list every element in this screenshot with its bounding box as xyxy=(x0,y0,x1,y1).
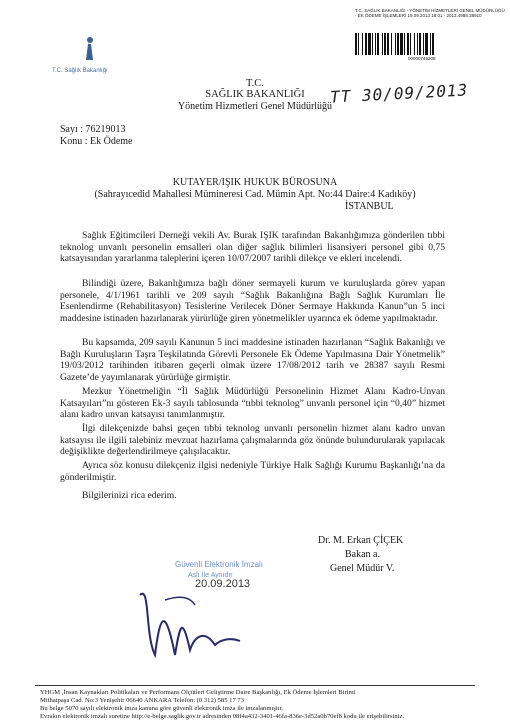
stamp-line-1: Güvenli Elektronik İmzalı xyxy=(175,560,264,569)
barcode-icon xyxy=(355,33,497,55)
paragraph-6: Ayrıca söz konusu dilekçeniz ilgisi nedeniyle Türkiye Halk Sağlığı Kurumu Başkanlığı’na da gönderilmiştir. xyxy=(60,460,445,483)
signatory-title-1: Bakan a. xyxy=(345,549,380,560)
stamp-date: 20.09.2013 xyxy=(195,578,251,590)
electronic-signature-stamp xyxy=(120,545,270,680)
signatory-name: Dr. M. Erkan ÇİÇEK xyxy=(318,535,404,546)
handwritten-signature-icon xyxy=(140,594,240,655)
signatory-title-2: Genel Müdür V. xyxy=(330,563,395,574)
handwritten-date: TT 30/09/2013 xyxy=(329,80,469,107)
footer-line-2: Mithatpaşa Cad. No:3 Yenişehir 06640 ANKARA Telefon: (0 312) 585 17 73 xyxy=(40,697,244,704)
paragraph-2: Bilindiği üzere, Bakanlığımıza bağlı döner sermayeli kurum ve kuruluşlarda görev yapan personele, 4/1/1961 tarihli ve 209 sayılı “Sağlık Bakanlığına Bağlı Sağlık Kurumları İle Esenlendirme (Rehabilitasyon) Tesislerine Verilecek Döner Sermaye Hakkında Kanun”un 5 inci maddesine istinaden hazırlanarak yürürlüğe giren yönetmelikler uyarınca ek ödeme yapılmaktadır. xyxy=(60,278,445,324)
footer-divider xyxy=(35,685,475,686)
paragraph-3: Bu kapsamda, 209 sayılı Kanunun 5 inci maddesine istinaden hazırlanan “Sağlık Bakanlığı ve Bağlı Kuruluşların Taşra Teşkilatında Görevli Personele Ek Ödeme Yapılmasına Dair Yönetmelik” 19/03/2012 tarihinden itibaren geçerli olmak üzere 17/08/2012 tarih ve 28387 sayılı Resmi Gazete’de yayımlanarak yürürlüğe girmiştir. xyxy=(60,337,445,383)
document-number: Sayı : 76219013 xyxy=(60,124,126,135)
org-ministry: SAĞLIK BAKANLIĞI xyxy=(205,89,305,100)
recipient-city: İSTANBUL xyxy=(345,201,394,212)
closing-line: Bilgilerinizi rica ederim. xyxy=(82,490,177,501)
recipient-name: KUTAYER/IŞIK HUKUK BÜROSUNA xyxy=(172,177,338,188)
org-directorate: Yönetim Hizmetleri Genel Müdürlüğü xyxy=(177,101,333,112)
footer-line-3: Bu belge 5070 sayılı elektronik imza kanuna göre güvenli elektronik imza ile imzalanmıştır. xyxy=(40,705,283,712)
stamp-line-2: Aslı İle Aynıdır xyxy=(188,572,233,579)
org-country: T.C. xyxy=(246,78,264,89)
paragraph-4: Mezkur Yönetmeliğin “İl Sağlık Müdürlüğü Personelinin Hizmet Alanı Kadro-Unvan Katsayıları”nı gösteren Ek-3 sayılı tablosunda “tıbbi teknolog” unvanlı personel için “0,40” hizmet alanı kadro unvan katsayısı tanımlanmıştır. xyxy=(60,386,445,421)
document-subject: Konu : Ek Ödeme xyxy=(60,136,133,147)
footer-line-4: Evrakın elektronik imzalı suretine http://e-belge.saglik.gov.tr adresinden 08f4a432-3401-46fa-836e-3d52a0b70ef8 kodu ile erişebilirsiniz. xyxy=(40,713,405,720)
paragraph-5: İlgi dilekçenizde bahsi geçen tıbbi teknolog unvanlı personelin hizmet alanı kadro unvan katsayısı ile ilgili talebiniz mevzuat hazırlama çalışmalarında göz önünde bulundurularak yapılacak değişiklikte değerlendirilmeye çalışılacaktır. xyxy=(60,423,445,458)
barcode-number: 00000745208 xyxy=(408,56,436,61)
footer-line-1: YHGM ,İnsan Kaynakları Politikaları ve Performans Ölçütleri Geliştirme Daire Başkanlığı, Ek Ödeme İşlemleri Birimi xyxy=(40,689,356,696)
logo-caption: T.C. Sağlık Bakanlığı xyxy=(52,68,108,74)
barcode-info: T.C. SAĞLIK BAKANLIĞI - YÖNETİM HİZMETLERİ GENEL MÜDÜRLÜĞÜ - EK ÖDEME İŞLEMLERİ 19.09.2013 18:01 - 2013.4988.38910 xyxy=(355,8,505,18)
paragraph-1: Sağlık Eğitimcileri Derneği vekili Av. Burak IŞIK tarafından Bakanlığımıza gönderilen tıbbi teknolog unvanlı personelin emsalleri olan diğer sağlık bilimleri lisansiyeri personel gibi 0,75 katsayısından yararlanma taleplerini içeren 10/07/2007 tarihli dilekçe ve ekleri incelendi. xyxy=(60,230,445,265)
recipient-address: (Sahrayıcedid Mahallesi Mümineresi Cad. Mümin Apt. No:44 Daire:4 Kadıköy) xyxy=(94,189,416,200)
